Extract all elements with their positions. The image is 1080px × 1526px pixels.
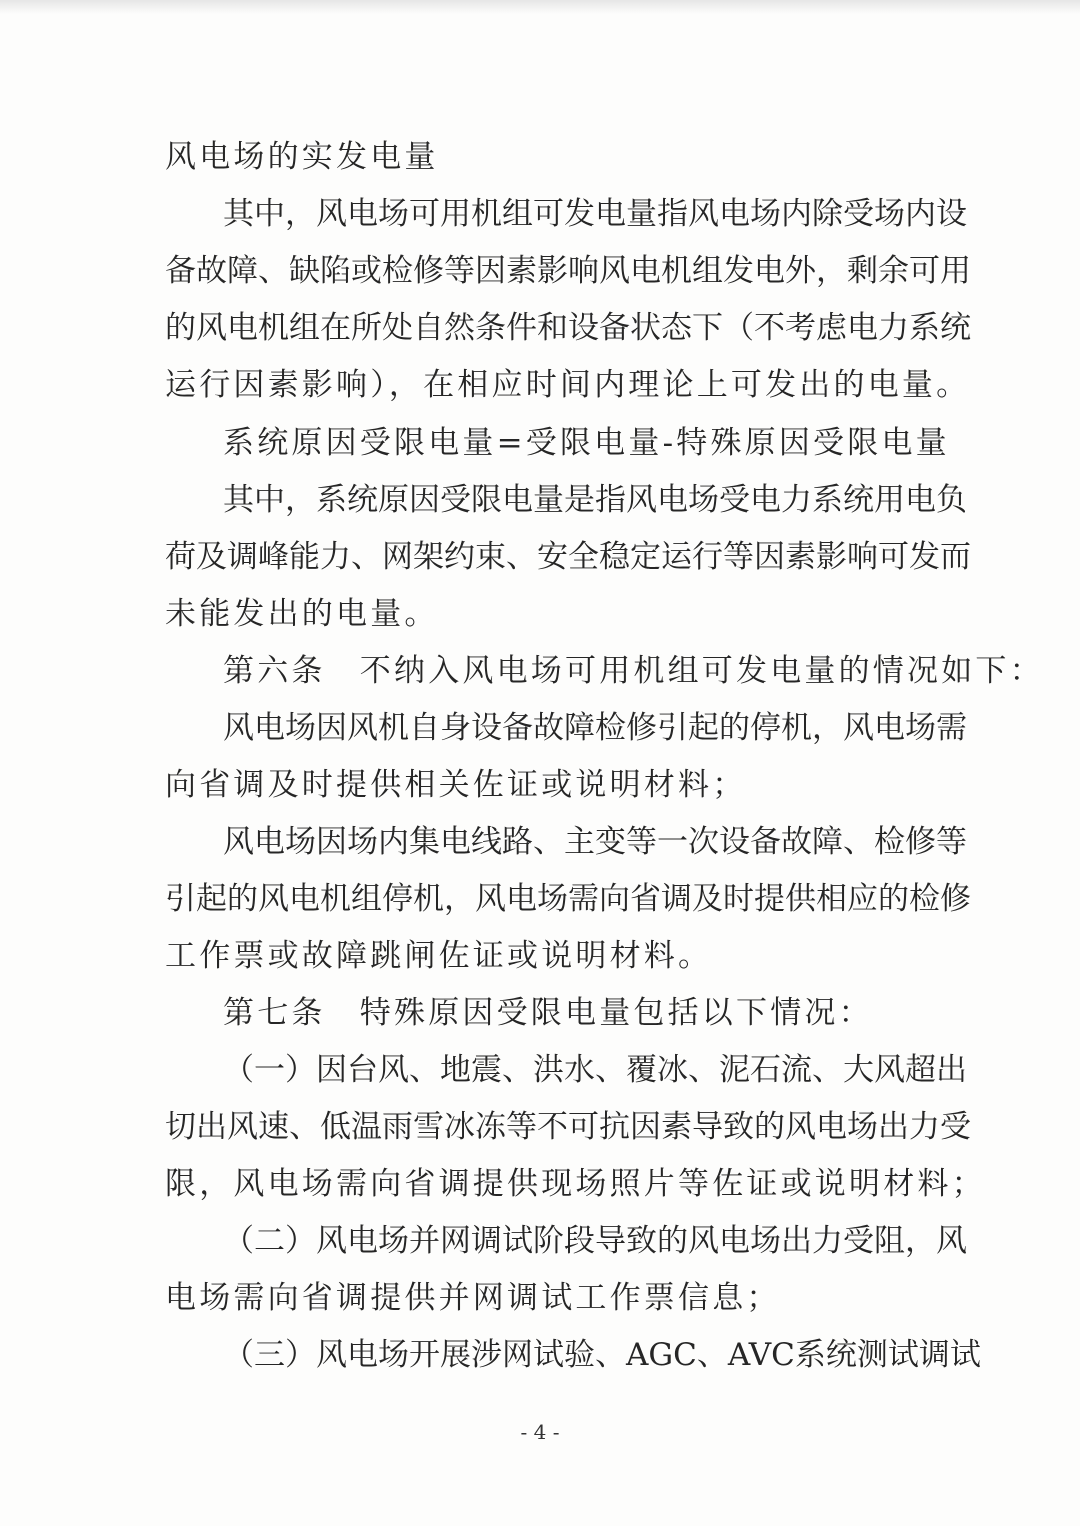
text-line-6: 系统原因受限电量=受限电量-特殊原因受限电量 [223,425,950,461]
text-line-2: 其中，风电场可用机组可发电量指风电场内除受场内设 [223,196,967,232]
text-line-15: 工作票或故障跳闸佐证或说明材料。 [165,938,713,974]
text-line-20: （二）风电场并网调试阶段导致的风电场出力受阻，风 [223,1223,967,1259]
text-line-13: 风电场因场内集电线路、主变等一次设备故障、检修等 [223,824,967,860]
text-line-11: 风电场因风机自身设备故障检修引起的停机，风电场需 [223,710,967,746]
text-line-21: 电场需向省调提供并网调试工作票信息； [165,1280,781,1316]
text-line-5: 运行因素影响），在相应时间内理论上可发出的电量。 [165,367,971,403]
text-line-12: 向省调及时提供相关佐证或说明材料； [165,767,747,803]
page-number: - 4 - [520,1420,560,1444]
text-line-8: 荷及调峰能力、网架约束、安全稳定运行等因素影响可发而 [165,539,971,575]
scan-edge-shadow [0,0,1080,14]
text-line-7: 其中，系统原因受限电量是指风电场受电力系统用电负 [223,482,967,518]
text-line-3: 备故障、缺陷或检修等因素影响风电机组发电外，剩余可用 [165,253,971,289]
text-line-9: 未能发出的电量。 [165,596,439,632]
text-line-18: 切出风速、低温雨雪冰冻等不可抗因素导致的风电场出力受 [165,1109,971,1145]
article-6-heading: 第六条 不纳入风电场可用机组可发电量的情况如下： [223,653,1044,689]
text-line-19: 限，风电场需向省调提供现场照片等佐证或说明材料； [165,1166,986,1202]
text-line-4: 的风电机组在所处自然条件和设备状态下（不考虑电力系统 [165,310,971,346]
text-line-1: 风电场的实发电量 [165,139,439,175]
text-line-17: （一）因台风、地震、洪水、覆冰、泥石流、大风超出 [223,1052,967,1088]
text-line-22: （三）风电场开展涉网试验、AGC、AVC系统测试调试 [223,1337,981,1373]
text-line-14: 引起的风电机组停机，风电场需向省调及时提供相应的检修 [165,881,971,917]
article-7-heading: 第七条 特殊原因受限电量包括以下情况： [223,995,873,1031]
